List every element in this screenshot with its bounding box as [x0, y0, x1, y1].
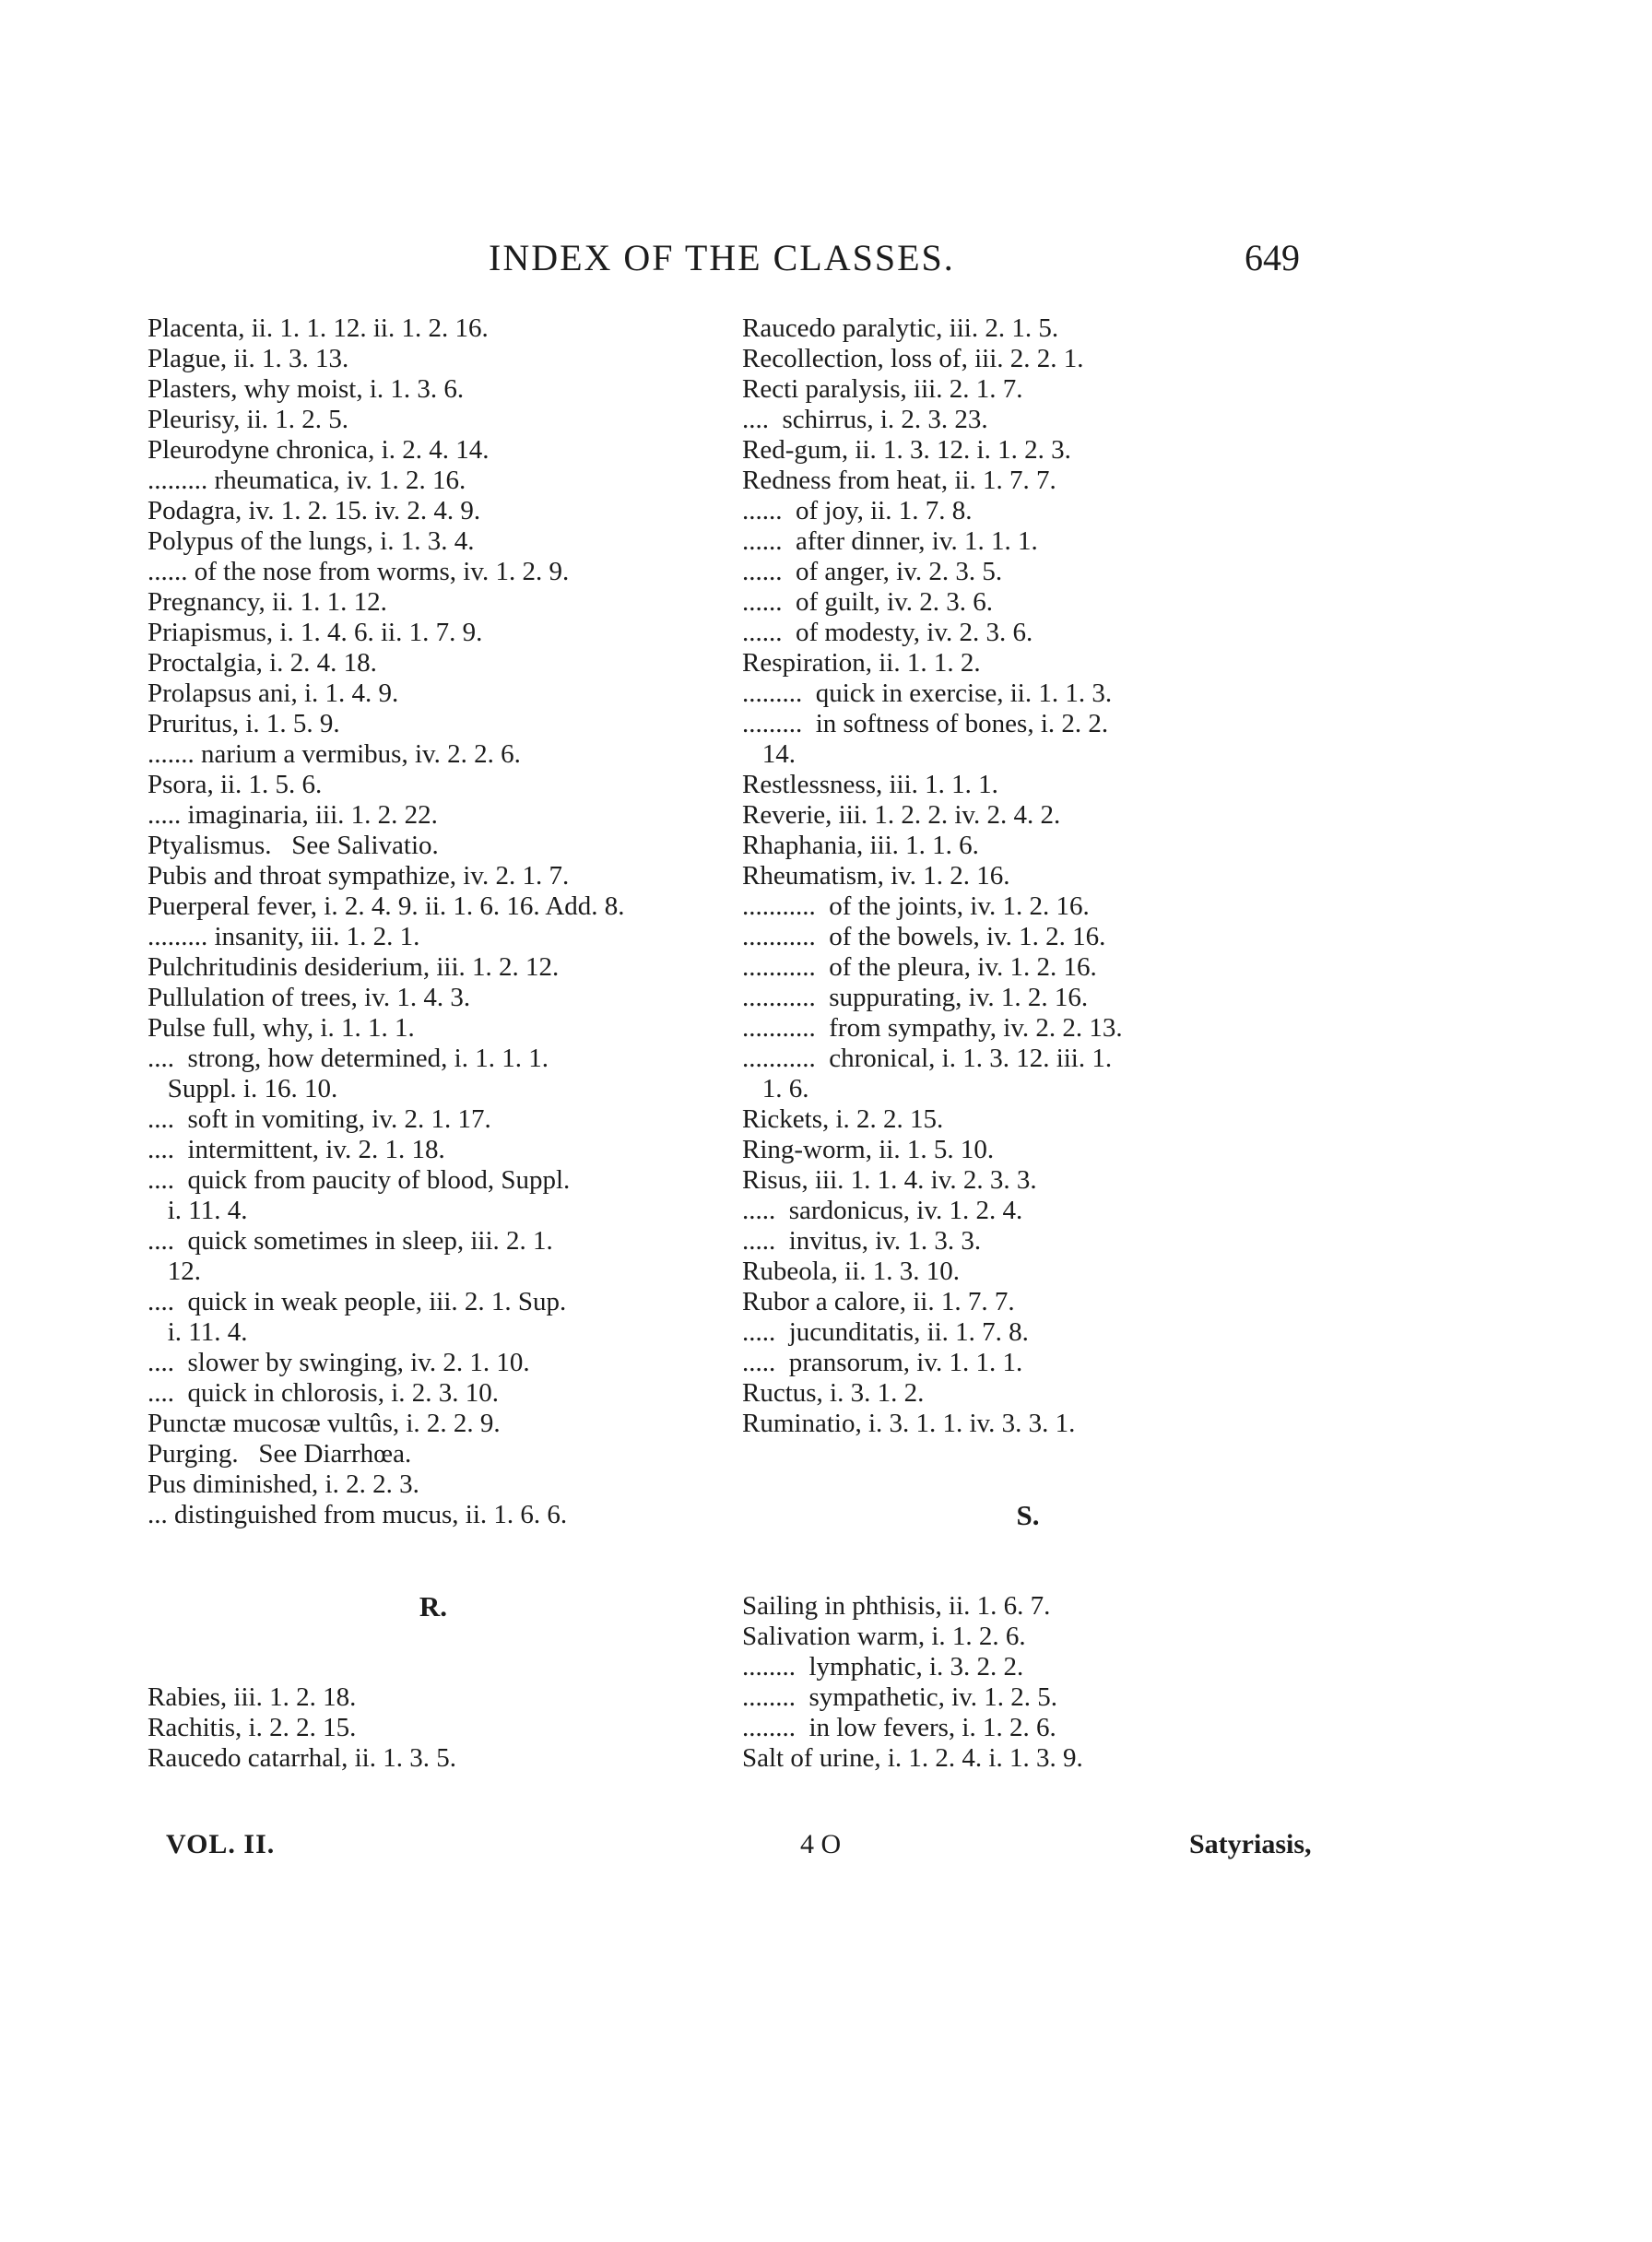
- index-entry: Recollection, loss of, iii. 2. 2. 1.: [742, 344, 1084, 373]
- index-entry: Podagra, iv. 1. 2. 15. iv. 2. 4. 9.: [148, 496, 481, 525]
- index-entry: .... strong, how determined, i. 1. 1. 1.: [148, 1044, 549, 1073]
- spacer-line: [148, 1530, 719, 1561]
- section-heading: S.: [1016, 1499, 1040, 1531]
- index-entry: .... slower by swinging, iv. 2. 1. 10.: [148, 1348, 530, 1377]
- index-entry: ..... imaginaria, iii. 1. 2. 22.: [148, 800, 438, 830]
- index-entry: Pullulation of trees, iv. 1. 4. 3.: [148, 983, 471, 1012]
- index-entry: Raucedo catarrhal, ii. 1. 3. 5.: [148, 1743, 456, 1773]
- index-entry: Salivation warm, i. 1. 2. 6.: [742, 1622, 1026, 1651]
- index-entry: ........... from sympathy, iv. 2. 2. 13.: [742, 1013, 1123, 1043]
- index-entry: .... quick in chlorosis, i. 2. 3. 10.: [148, 1378, 500, 1408]
- index-entry: ........... of the pleura, iv. 1. 2. 16.: [742, 952, 1097, 982]
- index-entry: ..... jucunditatis, ii. 1. 7. 8.: [742, 1317, 1029, 1347]
- index-entry: Restlessness, iii. 1. 1. 1.: [742, 770, 998, 799]
- index-entry: ...... after dinner, iv. 1. 1. 1.: [742, 526, 1038, 556]
- index-entry: Redness from heat, ii. 1. 7. 7.: [742, 466, 1056, 495]
- index-entry: Placenta, ii. 1. 1. 12. ii. 1. 2. 16.: [148, 313, 489, 343]
- index-entry: Recti paralysis, iii. 2. 1. 7.: [742, 374, 1023, 404]
- index-entry: i. 11. 4.: [148, 1317, 248, 1347]
- index-entry: ......... insanity, iii. 1. 2. 1.: [148, 922, 420, 951]
- index-entry: Rheumatism, iv. 1. 2. 16.: [742, 861, 1010, 891]
- index-entry: Ruminatio, i. 3. 1. 1. iv. 3. 3. 1.: [742, 1409, 1076, 1438]
- index-entry: ......... rheumatica, iv. 1. 2. 16.: [148, 466, 466, 495]
- index-entry: Pregnancy, ii. 1. 1. 12.: [148, 587, 387, 617]
- index-entry: Pleurodyne chronica, i. 2. 4. 14.: [148, 435, 490, 465]
- section-heading: R.: [419, 1590, 448, 1622]
- index-entry: .... quick in weak people, iii. 2. 1. Sup.: [148, 1287, 567, 1316]
- index-entry: Polypus of the lungs, i. 1. 3. 4.: [148, 526, 475, 556]
- index-entry: .... soft in vomiting, iv. 2. 1. 17.: [148, 1104, 491, 1134]
- index-entry: Raucedo paralytic, iii. 2. 1. 5.: [742, 313, 1059, 343]
- index-entry: ........... chronical, i. 1. 3. 12. iii. 1.: [742, 1044, 1113, 1073]
- index-entry: i. 11. 4.: [148, 1196, 248, 1225]
- index-entry: Pulse full, why, i. 1. 1. 1.: [148, 1013, 415, 1043]
- spacer-line: [148, 1652, 719, 1682]
- page-number: 649: [1245, 237, 1300, 278]
- index-entry: Red-gum, ii. 1. 3. 12. i. 1. 2. 3.: [742, 435, 1071, 465]
- index-entry: ....... narium a vermibus, iv. 2. 2. 6.: [148, 739, 521, 769]
- index-entry: Proctalgia, i. 2. 4. 18.: [148, 648, 377, 678]
- index-entry: .... intermittent, iv. 2. 1. 18.: [148, 1135, 445, 1164]
- index-entry: ..... pransorum, iv. 1. 1. 1.: [742, 1348, 1023, 1377]
- index-entry: ...... of the nose from worms, iv. 1. 2. 9.: [148, 557, 570, 586]
- index-entry: Punctæ mucosæ vultûs, i. 2. 2. 9.: [148, 1409, 501, 1438]
- index-entry: Puerperal fever, i. 2. 4. 9. ii. 1. 6. 16. Add. 8.: [148, 891, 625, 921]
- index-entry: .... quick sometimes in sleep, iii. 2. 1.: [148, 1226, 553, 1256]
- index-entry: Pus diminished, i. 2. 2. 3.: [148, 1469, 419, 1499]
- index-entry: ...... of modesty, iv. 2. 3. 6.: [742, 618, 1033, 647]
- index-entry: ........... suppurating, iv. 1. 2. 16.: [742, 983, 1089, 1012]
- index-entry: .... quick from paucity of blood, Suppl.: [148, 1165, 571, 1195]
- spacer-line: [742, 1469, 1314, 1500]
- index-entry: 12.: [148, 1257, 201, 1286]
- index-entry: Pubis and throat sympathize, iv. 2. 1. 7.: [148, 861, 570, 891]
- index-entry: Priapismus, i. 1. 4. 6. ii. 1. 7. 9.: [148, 618, 483, 647]
- index-entry: 1. 6.: [742, 1074, 809, 1103]
- index-entry: ......... in softness of bones, i. 2. 2.: [742, 709, 1109, 738]
- index-entry: Suppl. i. 16. 10.: [148, 1074, 338, 1103]
- index-entry: Rickets, i. 2. 2. 15.: [742, 1104, 944, 1134]
- spacer-line: [742, 1439, 1314, 1469]
- index-entry: Salt of urine, i. 1. 2. 4. i. 1. 3. 9.: [742, 1743, 1083, 1773]
- right-index-column: [742, 313, 1314, 1774]
- index-entry: Purging. See Diarrhœa.: [148, 1439, 412, 1469]
- index-entry: Plague, ii. 1. 3. 13.: [148, 344, 349, 373]
- index-entry: Rabies, iii. 1. 2. 18.: [148, 1682, 357, 1712]
- index-entry: ...... of guilt, iv. 2. 3. 6.: [742, 587, 994, 617]
- index-entry: Rachitis, i. 2. 2. 15.: [148, 1713, 357, 1742]
- index-entry: ........ lymphatic, i. 3. 2. 2.: [742, 1652, 1024, 1682]
- index-entry: ......... quick in exercise, ii. 1. 1. 3.: [742, 678, 1113, 708]
- index-entry: Ructus, i. 3. 1. 2.: [742, 1378, 925, 1408]
- index-entry: Prolapsus ani, i. 1. 4. 9.: [148, 678, 399, 708]
- signature-mark: 4 O: [800, 1829, 842, 1859]
- spacer-line: [742, 1530, 1314, 1561]
- index-entry: ..... invitus, iv. 1. 3. 3.: [742, 1226, 982, 1256]
- index-entry: Respiration, ii. 1. 1. 2.: [742, 648, 981, 678]
- index-entry: Reverie, iii. 1. 2. 2. iv. 2. 4. 2.: [742, 800, 1061, 830]
- index-entry: Pulchritudinis desiderium, iii. 1. 2. 12.: [148, 952, 560, 982]
- index-entry: ........... of the bowels, iv. 1. 2. 16.: [742, 922, 1106, 951]
- index-entry: Pruritus, i. 1. 5. 9.: [148, 709, 340, 738]
- index-entry: Rubeola, ii. 1. 3. 10.: [742, 1257, 961, 1286]
- index-entry: 14.: [742, 739, 796, 769]
- page-footer: [0, 1829, 1652, 1866]
- catchword: Satyriasis,: [1189, 1829, 1312, 1859]
- running-title: INDEX OF THE CLASSES.: [489, 237, 955, 278]
- index-entry: ..... sardonicus, iv. 1. 2. 4.: [742, 1196, 1023, 1225]
- index-entry: Sailing in phthisis, ii. 1. 6. 7.: [742, 1591, 1051, 1621]
- index-entry: ... distinguished from mucus, ii. 1. 6. 6.: [148, 1500, 568, 1529]
- index-entry: Plasters, why moist, i. 1. 3. 6.: [148, 374, 465, 404]
- index-entry: Ring-worm, ii. 1. 5. 10.: [742, 1135, 995, 1164]
- index-entry: ........ in low fevers, i. 1. 2. 6.: [742, 1713, 1056, 1742]
- volume-label: VOL. II.: [166, 1829, 276, 1859]
- spacer-line: [742, 1561, 1314, 1591]
- index-entry: ...... of joy, ii. 1. 7. 8.: [742, 496, 973, 525]
- index-entry: Rubor a calore, ii. 1. 7. 7.: [742, 1287, 1015, 1316]
- index-entry: ...... of anger, iv. 2. 3. 5.: [742, 557, 1003, 586]
- index-entry: .... schirrus, i. 2. 3. 23.: [742, 405, 988, 434]
- page-header: [0, 230, 1652, 286]
- index-entry: Psora, ii. 1. 5. 6.: [148, 770, 323, 799]
- index-entry: Risus, iii. 1. 1. 4. iv. 2. 3. 3.: [742, 1165, 1037, 1195]
- spacer-line: [148, 1622, 719, 1652]
- index-entry: Rhaphania, iii. 1. 1. 6.: [742, 831, 979, 860]
- left-index-column: [148, 313, 719, 1774]
- index-entry: ........ sympathetic, iv. 1. 2. 5.: [742, 1682, 1058, 1712]
- index-entry: ........... of the joints, iv. 1. 2. 16.: [742, 891, 1090, 921]
- spacer-line: [148, 1561, 719, 1591]
- index-entry: Pleurisy, ii. 1. 2. 5.: [148, 405, 349, 434]
- index-entry: Ptyalismus. See Salivatio.: [148, 831, 439, 860]
